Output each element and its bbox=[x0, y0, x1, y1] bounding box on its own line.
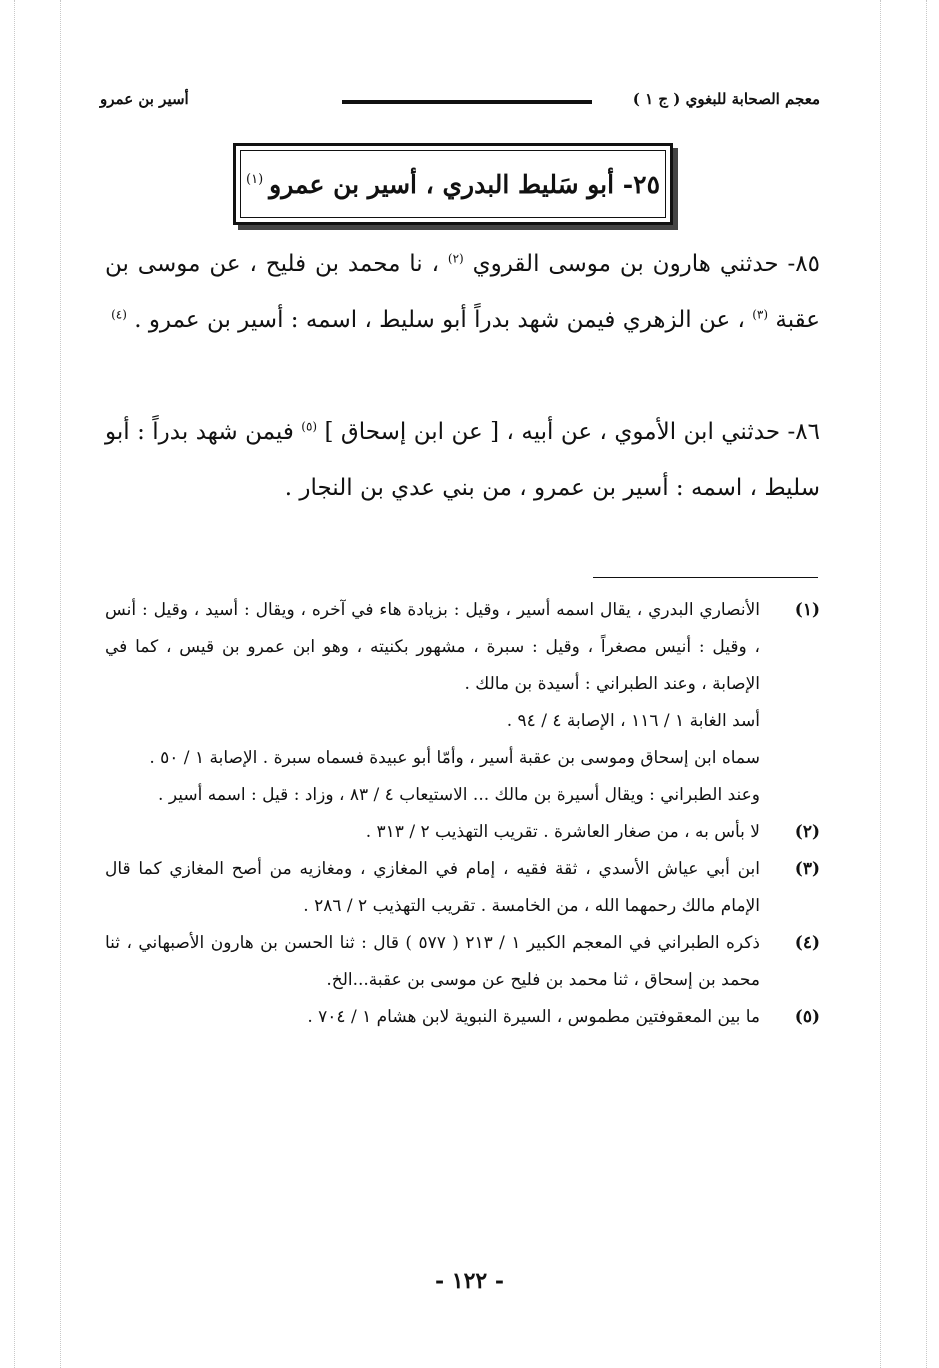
paragraph-text: ، نا محمد بن فليح ، عن موسى بن عقبة bbox=[105, 251, 820, 333]
footnote-number: (٢) bbox=[794, 822, 820, 842]
footnote bbox=[105, 925, 820, 999]
footnote bbox=[105, 592, 820, 814]
scan-guide-line bbox=[60, 0, 61, 1368]
entry-title-text: ٢٥- أبو سَليط البدري ، أسير بن عمرو bbox=[269, 169, 661, 199]
footnote-text: ابن أبي عياش الأسدي ، ثقة فقيه ، إمام في المغازي ، ومغازيه من أصح المغازي كما قال الإمام مالك رحمهما الله ، من الخامسة . تقريب التهذيب ٢ / ٢٨٦ . bbox=[105, 859, 760, 916]
footnote-text: أسد الغابة ١ / ١١٦ ، الإصابة ٤ / ٩٤ . bbox=[506, 711, 760, 731]
header-entry-name: أسير بن عمرو bbox=[100, 90, 189, 108]
footnotes-section bbox=[105, 592, 820, 1036]
hadith-paragraph-86 bbox=[105, 404, 820, 516]
footnote bbox=[105, 999, 820, 1036]
footnote-number: (٤) bbox=[794, 933, 820, 953]
footnote bbox=[105, 814, 820, 851]
footnote-ref: (٥) bbox=[301, 419, 318, 434]
footnote-text: الأنصاري البدري ، يقال اسمه أسير ، وقيل : بزيادة هاء في آخره ، ويقال : أسيد ، وقيل : أنس ، وقيل : أنيس مصغراً ، وقيل : سبرة ، مشهور بكنيته ، وهو ابن عمرو بن قيس ، كما في الإصابة ، وعند الطبراني : أسيدة بن مالك . bbox=[105, 600, 760, 694]
footnote bbox=[105, 851, 820, 925]
scan-guide-line bbox=[926, 0, 927, 1368]
entry-title-frame bbox=[240, 150, 666, 218]
page-number: - ١٢٢ - bbox=[434, 1268, 505, 1294]
hadith-paragraph-85 bbox=[105, 236, 820, 348]
scan-guide-line bbox=[880, 0, 881, 1368]
footnote-ref: (٣) bbox=[752, 307, 769, 322]
paragraph-text: ٨٥- حدثني هارون بن موسى القروي bbox=[472, 251, 820, 277]
header-book-title: معجم الصحابة للبغوي ( ج ١ ) bbox=[632, 90, 820, 108]
footnote-number: (١) bbox=[794, 600, 820, 620]
scan-guide-line bbox=[14, 0, 15, 1368]
entry-title bbox=[246, 170, 660, 199]
paragraph-text: ٨٦- حدثني ابن الأموي ، عن أبيه ، [ عن ابن إسحاق ] bbox=[324, 419, 820, 445]
footnote-text: ذكره الطبراني في المعجم الكبير ١ / ٢١٣ ( ٥٧٧ ) قال : ثنا الحسن بن هارون الأصبهاني ، ثنا محمد بن إسحاق ، ثنا محمد بن فليح عن موسى بن عقبة...الخ. bbox=[105, 933, 760, 990]
footnote-text: سماه ابن إسحاق وموسى بن عقبة أسير ، وأمّا أبو عبيدة فسماه سبرة . الإصابة ١ / ٥٠ . bbox=[149, 748, 760, 768]
footnote-number: (٥) bbox=[794, 1007, 820, 1027]
footnote-ref: (٢) bbox=[447, 251, 464, 266]
footnote-text: لا بأس به ، من صغار العاشرة . تقريب التهذيب ٢ / ٣١٣ . bbox=[365, 822, 760, 842]
footnote-ref: (٤) bbox=[111, 307, 127, 322]
footnote-number: (٣) bbox=[794, 859, 820, 879]
paragraph-text: ، عن الزهري فيمن شهد بدراً أبو سليط ، اسمه : أسير بن عمرو . bbox=[134, 307, 745, 333]
footnote-text: ما بين المعقوفتين مطموس ، السيرة النبوية لابن هشام ١ / ٧٠٤ . bbox=[307, 1007, 760, 1027]
footnote-separator bbox=[593, 577, 818, 578]
header-rule bbox=[342, 100, 592, 104]
entry-title-box bbox=[233, 143, 673, 225]
paragraph-text: فيمن شهد بدراً : أبو سليط ، اسمه : أسير بن عمرو ، من بني عدي بن النجار . bbox=[105, 419, 820, 501]
footnote-text: وعند الطبراني : ويقال أسيرة بن مالك ... الاستيعاب ٤ / ٨٣ ، وزاد : قيل : اسمه أسير . bbox=[158, 785, 760, 805]
running-header bbox=[100, 88, 820, 118]
entry-title-footnote-ref: (١) bbox=[246, 172, 264, 188]
